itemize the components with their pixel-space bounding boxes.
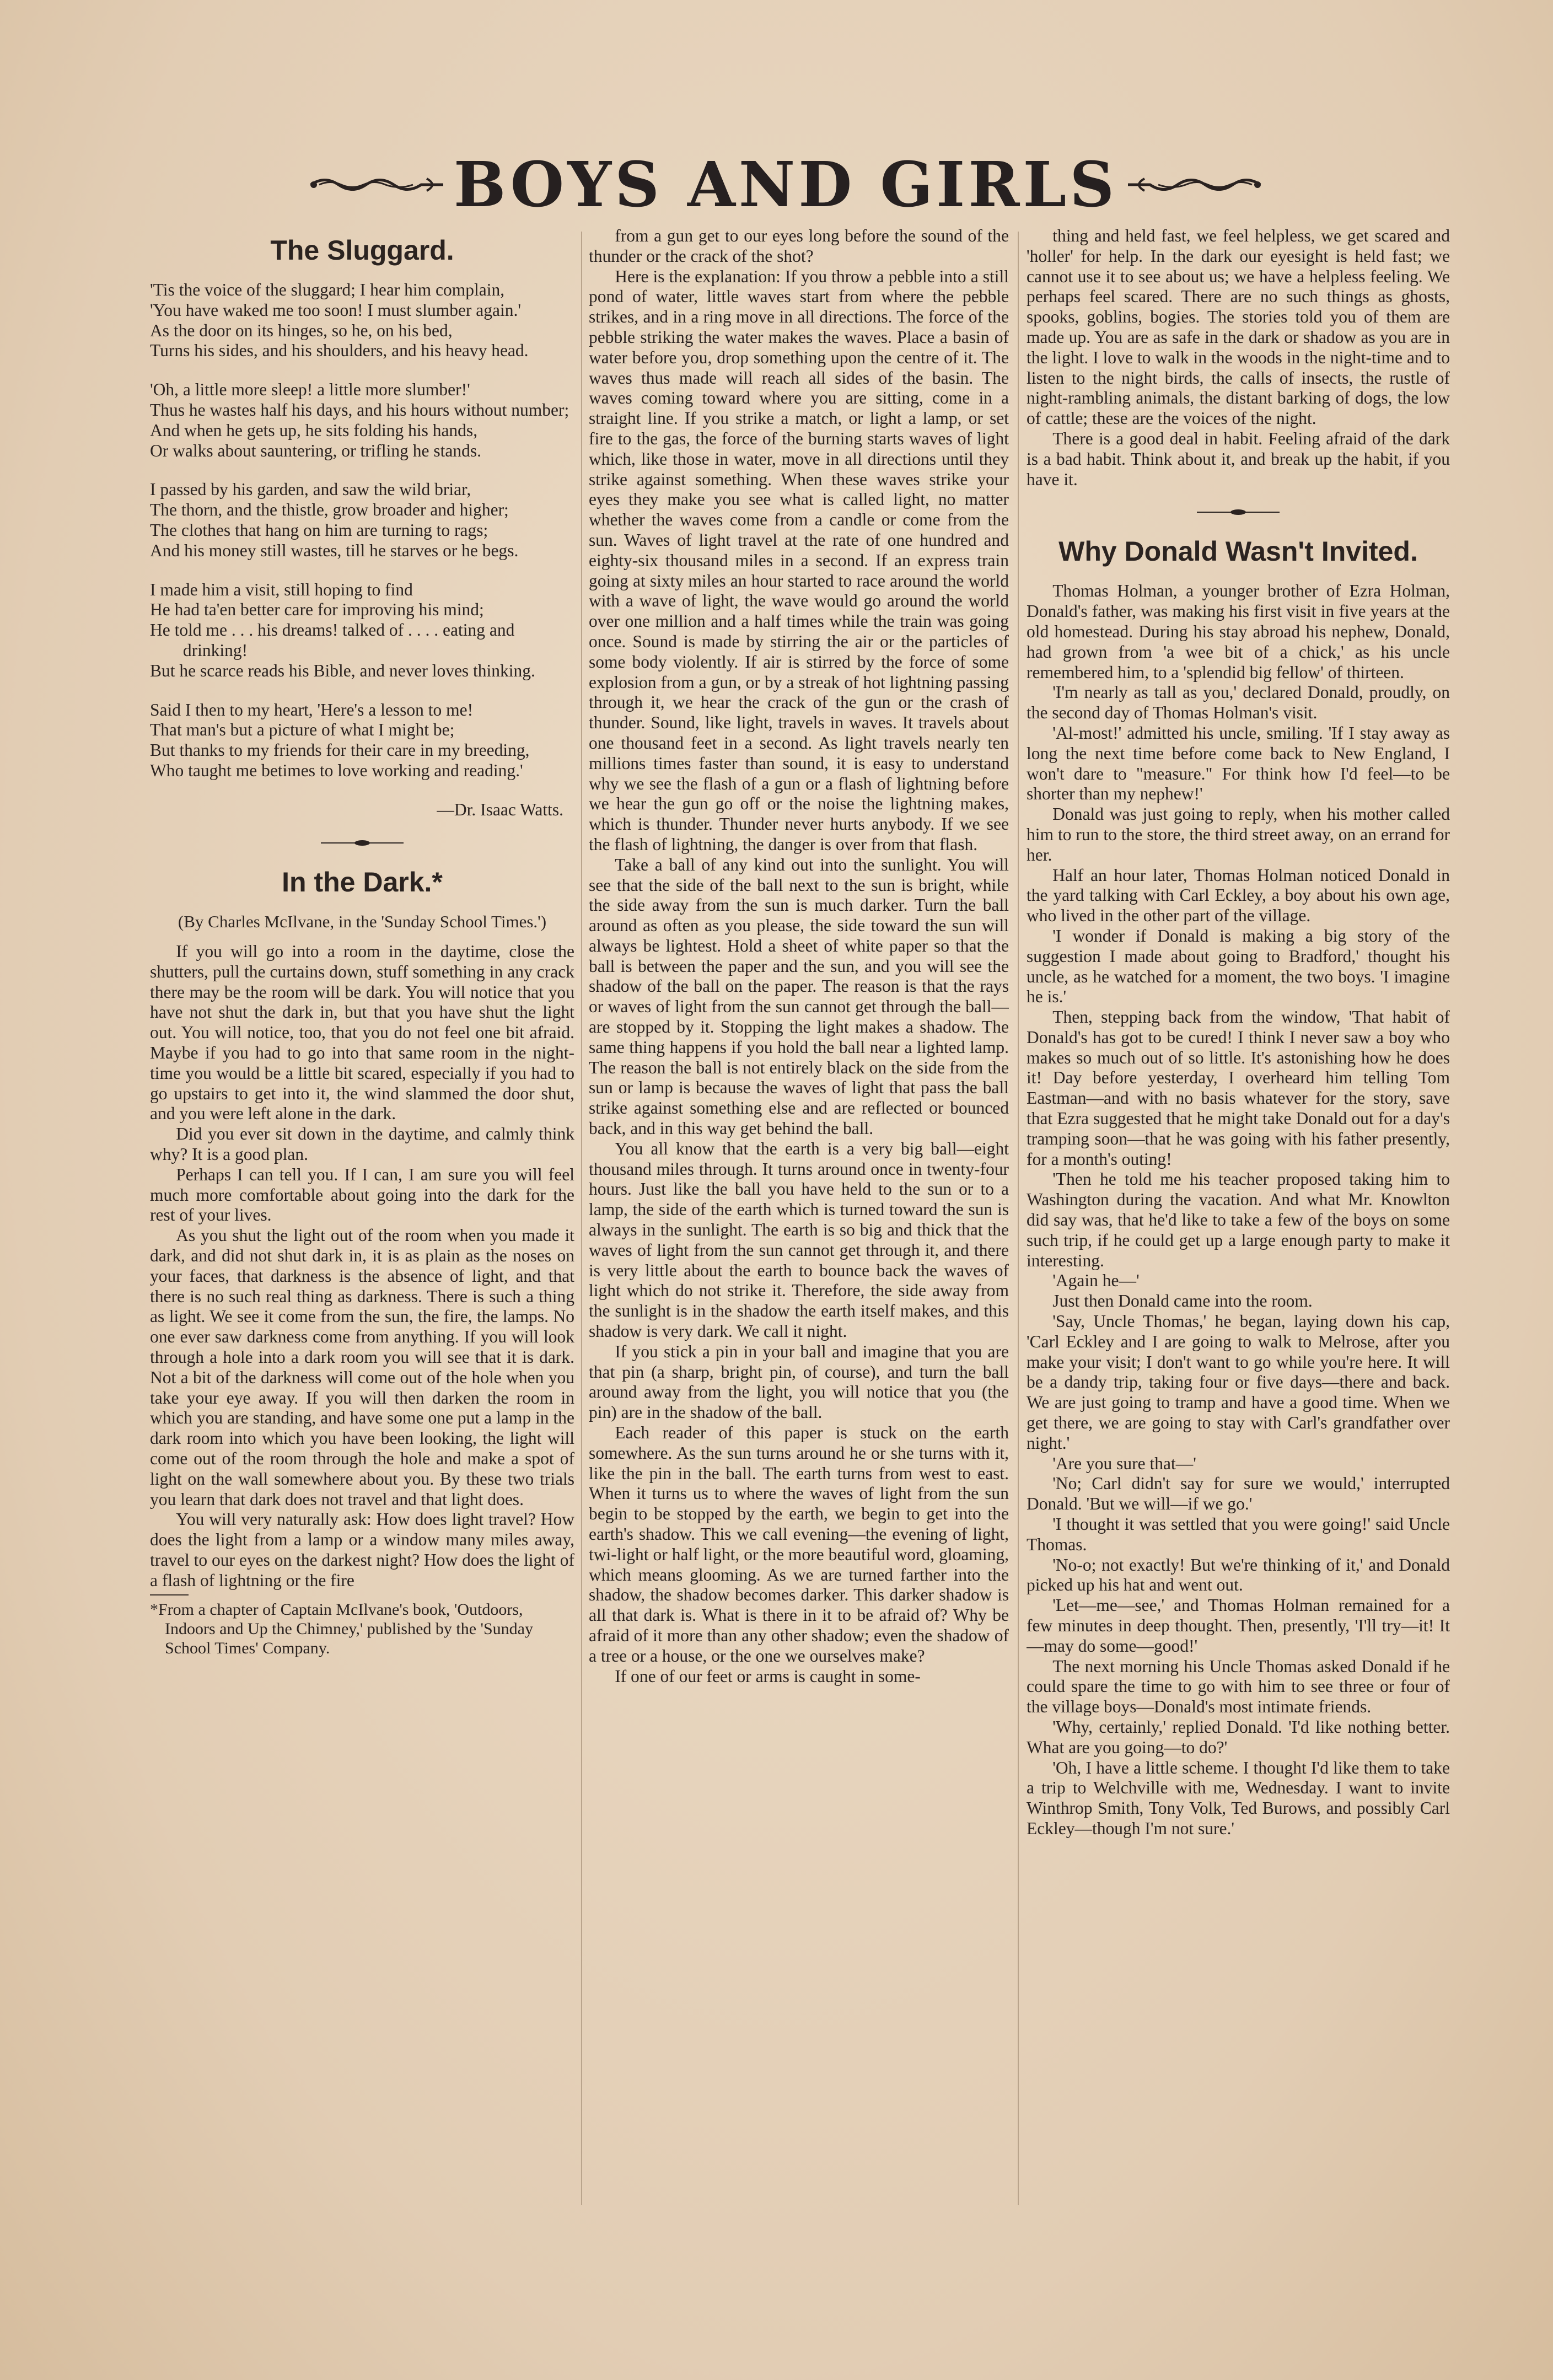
paragraph: 'I'm nearly as tall as you,' declared Donald, proudly, on the second day of Thomas Holman's visit.: [1027, 683, 1450, 723]
separator-ornament-icon: [1197, 508, 1280, 516]
stanza: [150, 700, 574, 781]
paragraph: You all know that the earth is a very big ball—eight thousand miles through. It turns around once in twenty-four hours. Just like the ball you have held to the sun or to a lamp, the side of the earth which is turned toward the sun is always in the sunlight. The earth is so big and thick that the waves of light from the sun cannot get through it, and there is very little about the earth to bounce back the waves of light which do not strike it. Therefore, the side away from the sunlight is in the shadow the earth itself makes, and this shadow is very dark. We call it night.: [589, 1138, 1009, 1341]
paragraph: You will very naturally ask: How does light travel? How does the light from a lamp or a window many miles away, travel to our eyes on the darkest night? How does the light of a flash of lightning or the fire: [150, 1509, 574, 1590]
paragraph: 'I wonder if Donald is making a big story of the suggestion I made about going to Bradford,' thought his uncle, as he watched for a moment, the two boys. 'I imagine he is.': [1027, 926, 1450, 1007]
paragraph: 'Then he told me his teacher proposed taking him to Washington during the vacation. And what Mr. Knowlton did say was, that he'd like to take a few of the boys on some such trip, if he could get up a large enough party to make it interesting.: [1027, 1169, 1450, 1270]
article-body-continued: [589, 226, 1009, 1686]
stanza: [150, 280, 574, 361]
paragraph: 'No; Carl didn't say for sure we would,' interrupted Donald. 'But we will—if we go.': [1027, 1474, 1450, 1514]
paragraph: Then, stepping back from the window, 'That habit of Donald's has got to be cured! I think I never saw a boy who makes so much out of so little. It's astonishing how he does it! Day before yesterday, I overheard him telling Tom Eastman—and with no basis whatever for the story, save that Ezra suggested that he might take Donald out for a day's tramping soon—that he was going with his father presently, for a month's outing!: [1027, 1007, 1450, 1169]
article-title: In the Dark.*: [282, 866, 443, 898]
paragraph: Each reader of this paper is stuck on the earth somewhere. As the sun turns around he or she turns with it, like the pin in the ball. The earth turns from west to east. When it turns us to where the waves of light from the sun begin to be stopped by the earth, we begin to get into the earth's shadow. This we call evening—the evening of light, twi-light or half light, or the more beautiful word, gloaming, which means glooming. As we are turned farther into the shadow, the shadow becomes darker. This darker shadow is all that dark is. What is there in it to be afraid of? Why be afraid of it more than any other shadow; even the shadow of a tree or a house, or the one we ourselves make?: [589, 1423, 1009, 1666]
poem-line: I made him a visit, still hoping to find: [150, 579, 413, 599]
poem: [150, 280, 574, 781]
right-scroll-ornament-icon: [1125, 171, 1263, 198]
column-rule: [581, 232, 582, 2205]
poem-line: That man's but a picture of what I might be;: [150, 720, 455, 740]
footnote-rule: [150, 1594, 189, 1595]
poem-line: But he scarce reads his Bible, and never loves thinking.: [150, 660, 535, 680]
paragraph: As you shut the light out of the room when you made it dark, and did not shut dark in, it is as plain as the noses on your faces, that darkness is the absence of light, and that there is no such real thing as darkness. There is such a thing as light. We see it come from the sun, the fire, the lamps. No one ever saw darkness come from anything. If you will look through a hole into a dark room you will see that it is dark. Not a bit of the darkness will come out of the hole when you take your eye away. If you will then darken the room in which you are standing, and have some one put a lamp in the dark room into which you have been looking, the light will come out of the room through the hole and make a spot of light on the wall somewhere about you. By these two trials you learn that dark does not travel and that light does.: [150, 1226, 574, 1509]
paragraph: Half an hour later, Thomas Holman noticed Donald in the yard talking with Carl Eckley, a boy about his own age, who lived in the other part of the village.: [1027, 865, 1450, 926]
poem-line: But thanks to my friends for their care in my breeding,: [150, 740, 530, 760]
paragraph: Donald was just going to reply, when his mother called him to run to the store, the third street away, on an errand for her.: [1027, 804, 1450, 864]
stanza: [150, 480, 574, 561]
paragraph: Here is the explanation: If you throw a pebble into a still pond of water, little waves start from where the pebble strikes, and in a ring move in all directions. The force of the pebble striking the water makes the waves. Place a basin of water before you, drop something upon the centre of it. The waves thus made will reach all sides of the basin. The waves coming toward where you are sitting, come in a straight line. If you strike a match, or light a lamp, or set fire to the gas, the force of the burning starts waves of light which, like those in water, move in all directions until they strike against something. When these waves strike your eyes they make you see what is called light, no matter whether the waves come from a candle or come from the sun. Waves of light travel at the rate of one hundred and eighty-six thousand miles in a second. If an express train going at sixty miles an hour started to race around the world with a wave of light, the wave would go around the world over one million and a half times while the train was going once. Sound is made by stirring the air or the particles of some body violently. If air is stirred by the force of some explosion from a gun, or by a streak of hot lightning passing through it, we hear the crack of the gun or the crash of thunder. Sound, like light, travels in waves. It travels about one thousand feet in a second. As light travels nearly ten millions times faster than sound, it is easy to understand why we see the flash of a gun or a flash of lightning before we hear the gun go off or the noise the lightning makes, which is thunder. Thunder never hurts anybody. If we see the flash of lightning, the danger is over from that flash.: [589, 266, 1009, 854]
article-body: [150, 942, 574, 1591]
stanza: [150, 580, 574, 681]
poem-line: As the door on its hinges, so he, on his bed,: [150, 320, 453, 340]
paragraph: Perhaps I can tell you. If I can, I am sure you will feel much more comfortable about going into the dark for the rest of your lives.: [150, 1164, 574, 1225]
column-1: [150, 226, 574, 2205]
poem-title: The Sluggard.: [270, 235, 454, 266]
paragraph: from a gun get to our eyes long before the sound of the thunder or the crack of the shot?: [589, 226, 1009, 266]
separator-ornament-icon: [321, 839, 404, 847]
poem-author: —Dr. Isaac Watts.: [437, 799, 563, 819]
poem-line: 'You have waked me too soon! I must slumber again.': [150, 300, 522, 320]
paragraph: 'Again he—': [1052, 1271, 1140, 1291]
poem-line: Turns his sides, and his shoulders, and his heavy head.: [150, 341, 529, 361]
paragraph: 'Say, Uncle Thomas,' he began, laying down his cap, 'Carl Eckley and I are going to walk to Melrose, after you make your visit; I don't want to go while you're here. It will be a dandy trip, taking four or five days—there and back. We are just going to tramp and have a good time. When we get there, we are going to stay with Carl's grandfather over night.': [1027, 1312, 1450, 1453]
paragraph: 'Let—me—see,' and Thomas Holman remained for a few minutes in deep thought. Then, presently, 'I'll try—it! It—may do some—good!': [1027, 1595, 1450, 1656]
paragraph: thing and held fast, we feel helpless, we get scared and 'holler' for help. In the dark our eyesight is held fast; we cannot use it to see about us; we have a helpless feeling. We perhaps feel scared. There are no such things as ghosts, spooks, goblins, bogies. The stories told you of them are made up. You are as safe in the dark or shadow as you are in the light. I love to walk in the woods in the night-time and to listen to the night birds, the calls of insects, the rustle of night-rambling animals, the distant barking of dogs, the low of cattle; these are the voices of the night.: [1027, 226, 1450, 428]
paragraph: 'No-o; not exactly! But we're thinking of it,' and Donald picked up his hat and went out.: [1027, 1555, 1450, 1595]
column-3: [1027, 226, 1450, 2205]
paragraph: If one of our feet or arms is caught in some-: [615, 1666, 921, 1686]
poem-line: The thorn, and the thistle, grow broader and higher;: [150, 500, 509, 520]
paragraph: 'Why, certainly,' replied Donald. 'I'd like nothing better. What are you going—to do?': [1027, 1717, 1450, 1757]
paragraph: The next morning his Uncle Thomas asked Donald if he could spare the time to go with him to see three or four of the village boys—Donald's most intimate friends.: [1027, 1656, 1450, 1717]
poem-line: 'Oh, a little more sleep! a little more slumber!': [150, 380, 470, 400]
column-rule: [1018, 232, 1019, 2205]
paragraph: Thomas Holman, a younger brother of Ezra Holman, Donald's father, was making his first visit in five years at the old homestead. During his stay abroad his nephew, Donald, had grown from 'a wee bit of a chick,' as his uncle remembered him, to a 'splendid big fellow' of thirteen.: [1027, 581, 1450, 682]
poem-line: And when he gets up, he sits folding his hands,: [150, 420, 478, 440]
paragraph: Just then Donald came into the room.: [1052, 1291, 1313, 1311]
poem-line: Thus he wastes half his days, and his hours without number;: [150, 400, 569, 420]
paragraph: 'Oh, I have a little scheme. I thought I'd like them to take a trip to Welchville with me, Wednesday. I want to invite Winthrop Smith, Tony Volk, Ted Burows, and possibly Carl Eckley—though I'm not sure.': [1027, 1758, 1450, 1838]
article-byline: (By Charles McIlvane, in the 'Sunday School Times.'): [178, 911, 547, 931]
poem-line: 'Tis the voice of the sluggard; I hear him complain,: [150, 280, 505, 299]
poem-line: He told me . . . his dreams! talked of . . . . eating and drinking!: [150, 620, 515, 660]
footnote: *From a chapter of Captain McIlvane's book, 'Outdoors, Indoors and Up the Chimney,' published by the 'Sunday School Times' Company.: [150, 1600, 533, 1657]
poem-line: He had ta'en better care for improving his mind;: [150, 600, 484, 620]
left-scroll-ornament-icon: [308, 171, 446, 198]
paragraph: If you stick a pin in your ball and imagine that you are that pin (a sharp, bright pin, of course), and turn the ball around away from the light, you will notice that you (the pin) are in the shadow of the ball.: [589, 1341, 1009, 1422]
poem-line: I passed by his garden, and saw the wild briar,: [150, 480, 471, 499]
section-title: BOYS AND GIRLS: [453, 148, 1118, 221]
story-title: Why Donald Wasn't Invited.: [1058, 536, 1418, 567]
paragraph: 'Are you sure that—': [1052, 1453, 1196, 1473]
poem-line: And his money still wastes, till he starves or he begs.: [150, 540, 519, 560]
paragraph: 'I thought it was settled that you were going!' said Uncle Thomas.: [1027, 1514, 1450, 1554]
poem-line: The clothes that hang on him are turning to rags;: [150, 520, 488, 540]
paragraph: Did you ever sit down in the daytime, and calmly think why? It is a good plan.: [150, 1124, 574, 1164]
poem-line: Said I then to my heart, 'Here's a lesson to me!: [150, 700, 474, 719]
paragraph: There is a good deal in habit. Feeling afraid of the dark is a bad habit. Think about it, and break up the habit, if you have it.: [1027, 428, 1450, 489]
story-body: [1027, 581, 1450, 1839]
stanza: [150, 380, 574, 461]
poem-line: Or walks about sauntering, or trifling he stands.: [150, 440, 482, 460]
section-banner: [276, 146, 1296, 223]
article-body-end: [1027, 226, 1450, 490]
paragraph: If you will go into a room in the daytime, close the shutters, pull the curtains down, stuff something in any crack there may be the room will be dark. You will notice that you have not shut the dark in, but that you have shut the light out. You will notice, too, that you do not feel one bit afraid. Maybe if you had to go into that same room in the night-time you would be a little bit scared, especially if you had to go upstairs to get into it, the wind slammed the door shut, and you were left alone in the dark.: [150, 942, 574, 1124]
paragraph: 'Al-most!' admitted his uncle, smiling. 'If I stay away as long the next time before come back to New England, I won't dare to "measure." For think how I'd feel—to be shorter than my nephew!': [1027, 723, 1450, 804]
paragraph: Take a ball of any kind out into the sunlight. You will see that the side of the ball next to the sun is bright, while the side away from the sun is much darker. Turn the ball around as often as you please, the side toward the sun will always be lightest. Hold a sheet of white paper so that the ball is between the paper and the sun, and you will see the shadow of the ball on the paper. The reason is that the rays or waves of light from the sun cannot get through the ball—are stopped by it. Stopping the light makes a shadow. The same thing happens if you hold the ball near a lighted lamp. The reason the ball is not entirely black on the side from the sun or lamp is because the waves of light that pass the ball strike against something else and are reflected or bounced back, and in this way get behind the ball.: [589, 855, 1009, 1138]
column-2: [589, 226, 1009, 2205]
poem-line: Who taught me betimes to love working and reading.': [150, 760, 523, 780]
